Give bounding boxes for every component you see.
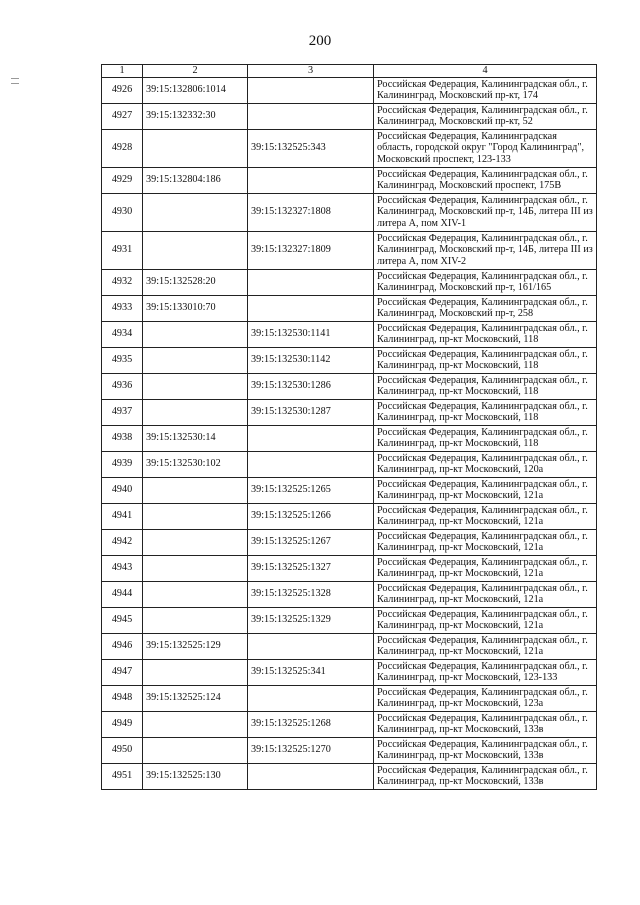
column-header-3: 3 [248, 65, 374, 78]
row-number-cell: 4934 [102, 321, 143, 347]
address-cell: Российская Федерация, Калининградская область, городской округ "Город Калининград", Московский проспект, 123-133 [374, 129, 597, 167]
cadastral-number-cell [143, 129, 248, 167]
address-cell: Российская Федерация, Калининградская обл., г. Калининград, пр-кт Московский, 121а [374, 581, 597, 607]
row-number-cell: 4936 [102, 373, 143, 399]
address-cell: Российская Федерация, Калининградская обл., г. Калининград, пр-кт Московский, 118 [374, 373, 597, 399]
cadastral-number-cell [143, 347, 248, 373]
row-number-cell: 4951 [102, 763, 143, 789]
table-row [102, 103, 597, 129]
address-cell: Российская Федерация, Калининградская обл., г. Калининград, пр-кт Московский, 123а [374, 685, 597, 711]
column-header-2: 2 [143, 65, 248, 78]
table-row [102, 321, 597, 347]
address-cell: Российская Федерация, Калининградская обл., г. Калининград, пр-кт Московский, 118 [374, 347, 597, 373]
row-number-cell: 4949 [102, 711, 143, 737]
row-number-cell: 4930 [102, 193, 143, 231]
row-number-cell: 4939 [102, 451, 143, 477]
margin-mark [11, 83, 19, 84]
cadastral-number-cell: 39:15:132525:129 [143, 633, 248, 659]
address-cell: Российская Федерация, Калининградская обл., г. Калининград, Московский пр-т, 161/165 [374, 269, 597, 295]
address-cell: Российская Федерация, Калининградская обл., г. Калининград, Московский пр-т, 14Б, литера III из литера А, пом XIV-1 [374, 193, 597, 231]
row-number-cell: 4938 [102, 425, 143, 451]
object-cadastral-number-cell [248, 295, 374, 321]
table-row [102, 555, 597, 581]
row-number-cell: 4935 [102, 347, 143, 373]
object-cadastral-number-cell: 39:15:132327:1808 [248, 193, 374, 231]
table-row [102, 193, 597, 231]
row-number-cell: 4937 [102, 399, 143, 425]
cadastral-number-cell: 39:15:132804:186 [143, 167, 248, 193]
table-row [102, 659, 597, 685]
table-row [102, 451, 597, 477]
object-cadastral-number-cell: 39:15:132327:1809 [248, 231, 374, 269]
row-number-cell: 4948 [102, 685, 143, 711]
cadastral-number-cell: 39:15:132528:20 [143, 269, 248, 295]
margin-mark [11, 78, 19, 79]
object-cadastral-number-cell: 39:15:132525:1266 [248, 503, 374, 529]
table-row [102, 77, 597, 103]
table-row [102, 581, 597, 607]
object-cadastral-number-cell: 39:15:132525:341 [248, 659, 374, 685]
object-cadastral-number-cell: 39:15:132525:343 [248, 129, 374, 167]
cadastral-number-cell [143, 373, 248, 399]
cadastral-number-cell [143, 231, 248, 269]
address-cell: Российская Федерация, Калининградская обл., г. Калининград, Московский проспект, 175В [374, 167, 597, 193]
table-row [102, 425, 597, 451]
row-number-cell: 4942 [102, 529, 143, 555]
table-row [102, 373, 597, 399]
row-number-cell: 4927 [102, 103, 143, 129]
row-number-cell: 4944 [102, 581, 143, 607]
address-cell: Российская Федерация, Калининградская обл., г. Калининград, пр-кт Московский, 133в [374, 737, 597, 763]
address-cell: Российская Федерация, Калининградская обл., г. Калининград, пр-кт Московский, 121а [374, 555, 597, 581]
table-row [102, 295, 597, 321]
object-cadastral-number-cell: 39:15:132530:1286 [248, 373, 374, 399]
cadastral-number-cell [143, 581, 248, 607]
row-number-cell: 4928 [102, 129, 143, 167]
column-header-4: 4 [374, 65, 597, 78]
object-cadastral-number-cell [248, 633, 374, 659]
registry-table [101, 64, 597, 790]
cadastral-number-cell [143, 529, 248, 555]
table-header [102, 65, 597, 78]
cadastral-number-cell [143, 399, 248, 425]
address-cell: Российская Федерация, Калининградская обл., г. Калининград, пр-кт Московский, 121а [374, 503, 597, 529]
object-cadastral-number-cell: 39:15:132530:1141 [248, 321, 374, 347]
page-number: 200 [308, 33, 332, 49]
object-cadastral-number-cell [248, 103, 374, 129]
table-row [102, 399, 597, 425]
address-cell: Российская Федерация, Калининградская обл., г. Калининград, пр-кт Московский, 118 [374, 425, 597, 451]
row-number-cell: 4933 [102, 295, 143, 321]
column-header-1: 1 [102, 65, 143, 78]
row-number-cell: 4926 [102, 77, 143, 103]
row-number-cell: 4929 [102, 167, 143, 193]
table-row [102, 737, 597, 763]
cadastral-number-cell: 39:15:133010:70 [143, 295, 248, 321]
object-cadastral-number-cell: 39:15:132525:1329 [248, 607, 374, 633]
cadastral-number-cell [143, 555, 248, 581]
table-row [102, 529, 597, 555]
object-cadastral-number-cell: 39:15:132525:1267 [248, 529, 374, 555]
address-cell: Российская Федерация, Калининградская обл., г. Калининград, Московский пр-т, 14Б, литера III из литера А, пом XIV-2 [374, 231, 597, 269]
object-cadastral-number-cell: 39:15:132525:1327 [248, 555, 374, 581]
table-row [102, 633, 597, 659]
object-cadastral-number-cell [248, 77, 374, 103]
table-row [102, 129, 597, 167]
address-cell: Российская Федерация, Калининградская обл., г. Калининград, пр-кт Московский, 118 [374, 399, 597, 425]
address-cell: Российская Федерация, Калининградская обл., г. Калининград, пр-кт Московский, 133в [374, 763, 597, 789]
row-number-cell: 4947 [102, 659, 143, 685]
address-cell: Российская Федерация, Калининградская обл., г. Калининград, Московский пр-кт, 52 [374, 103, 597, 129]
cadastral-number-cell [143, 321, 248, 347]
table-row [102, 685, 597, 711]
object-cadastral-number-cell: 39:15:132525:1268 [248, 711, 374, 737]
cadastral-number-cell [143, 477, 248, 503]
object-cadastral-number-cell [248, 167, 374, 193]
address-cell: Российская Федерация, Калининградская обл., г. Калининград, пр-кт Московский, 118 [374, 321, 597, 347]
cadastral-number-cell: 39:15:132806:1014 [143, 77, 248, 103]
object-cadastral-number-cell [248, 451, 374, 477]
row-number-cell: 4932 [102, 269, 143, 295]
object-cadastral-number-cell: 39:15:132525:1265 [248, 477, 374, 503]
object-cadastral-number-cell [248, 269, 374, 295]
row-number-cell: 4943 [102, 555, 143, 581]
row-number-cell: 4945 [102, 607, 143, 633]
table-row [102, 231, 597, 269]
table-row [102, 503, 597, 529]
cadastral-number-cell [143, 737, 248, 763]
cadastral-number-cell: 39:15:132525:130 [143, 763, 248, 789]
row-number-cell: 4941 [102, 503, 143, 529]
address-cell: Российская Федерация, Калининградская обл., г. Калининград, Московский пр-т, 258 [374, 295, 597, 321]
address-cell: Российская Федерация, Калининградская обл., г. Калининград, пр-кт Московский, 121а [374, 477, 597, 503]
address-cell: Российская Федерация, Калининградская обл., г. Калининград, Московский пр-кт, 174 [374, 77, 597, 103]
cadastral-number-cell [143, 193, 248, 231]
address-cell: Российская Федерация, Калининградская обл., г. Калининград, пр-кт Московский, 133в [374, 711, 597, 737]
cadastral-number-cell: 39:15:132530:102 [143, 451, 248, 477]
object-cadastral-number-cell: 39:15:132525:1328 [248, 581, 374, 607]
address-cell: Российская Федерация, Калининградская обл., г. Калининград, пр-кт Московский, 123-133 [374, 659, 597, 685]
cadastral-number-cell [143, 607, 248, 633]
object-cadastral-number-cell: 39:15:132530:1287 [248, 399, 374, 425]
address-cell: Российская Федерация, Калининградская обл., г. Калининград, пр-кт Московский, 121а [374, 607, 597, 633]
row-number-cell: 4946 [102, 633, 143, 659]
object-cadastral-number-cell: 39:15:132530:1142 [248, 347, 374, 373]
table-row [102, 269, 597, 295]
address-cell: Российская Федерация, Калининградская обл., г. Калининград, пр-кт Московский, 121а [374, 529, 597, 555]
object-cadastral-number-cell [248, 763, 374, 789]
address-cell: Российская Федерация, Калининградская обл., г. Калининград, пр-кт Московский, 121а [374, 633, 597, 659]
object-cadastral-number-cell: 39:15:132525:1270 [248, 737, 374, 763]
table-row [102, 477, 597, 503]
object-cadastral-number-cell [248, 685, 374, 711]
cadastral-number-cell [143, 659, 248, 685]
object-cadastral-number-cell [248, 425, 374, 451]
cadastral-number-cell: 39:15:132530:14 [143, 425, 248, 451]
cadastral-number-cell: 39:15:132332:30 [143, 103, 248, 129]
table-body [102, 77, 597, 789]
table-row [102, 711, 597, 737]
cadastral-number-cell: 39:15:132525:124 [143, 685, 248, 711]
table-row [102, 763, 597, 789]
table-row [102, 347, 597, 373]
cadastral-number-cell [143, 711, 248, 737]
row-number-cell: 4950 [102, 737, 143, 763]
address-cell: Российская Федерация, Калининградская обл., г. Калининград, пр-кт Московский, 120а [374, 451, 597, 477]
table-row [102, 167, 597, 193]
table-row [102, 607, 597, 633]
row-number-cell: 4940 [102, 477, 143, 503]
cadastral-number-cell [143, 503, 248, 529]
row-number-cell: 4931 [102, 231, 143, 269]
